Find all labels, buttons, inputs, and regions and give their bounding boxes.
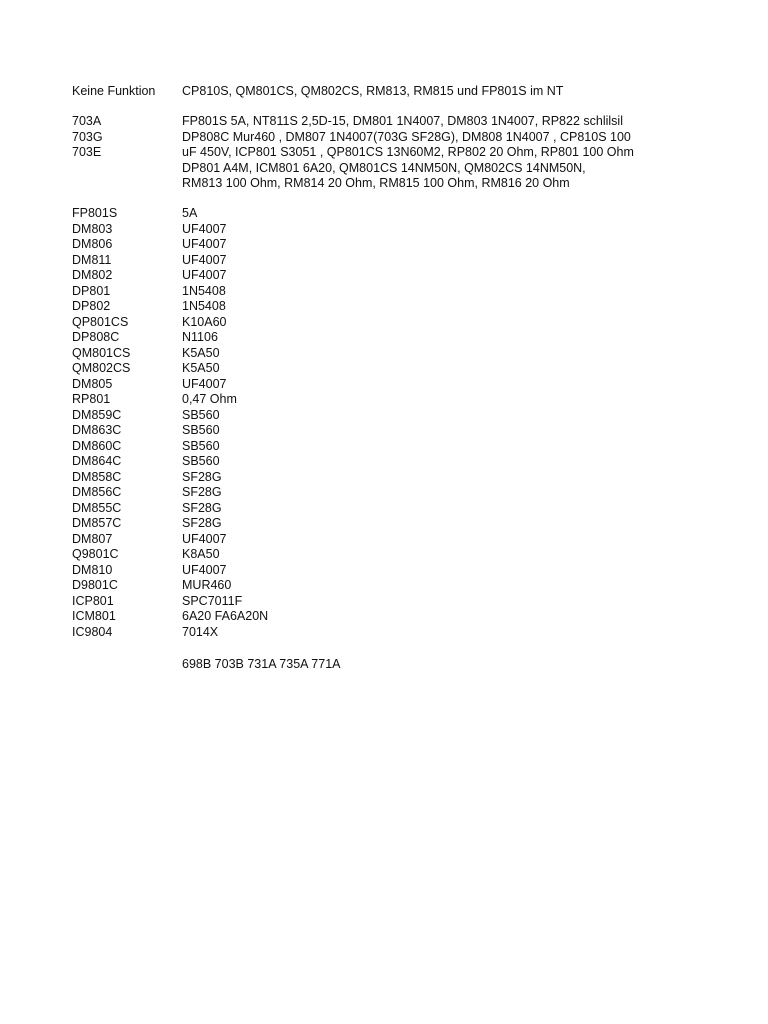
- part-value: SF28G: [182, 516, 222, 530]
- part-ref: DM811: [72, 252, 112, 267]
- model-text: DP801 A4M, ICM801 6A20, QM801CS 14NM50N, QM802CS 14NM50N,: [182, 160, 586, 175]
- part-ref: QM801CS: [72, 345, 131, 360]
- model-row: [72, 145, 634, 161]
- part-value: K8A50: [182, 547, 220, 561]
- part-value: K10A60: [182, 314, 227, 329]
- part-ref: DM810: [72, 562, 113, 577]
- part-ref: DM863C: [72, 423, 122, 437]
- part-value: UF4007: [182, 376, 227, 391]
- part-value: K5A50: [182, 345, 220, 360]
- part-row: [72, 625, 268, 641]
- part-value: UF4007: [182, 268, 227, 282]
- part-value: MUR460: [182, 578, 232, 592]
- part-ref: D9801C: [72, 578, 118, 592]
- model-text: uF 450V, ICP801 S3051 , QP801CS 13N60M2, RP802 20 Ohm, RP801 100 Ohm: [182, 145, 634, 159]
- model-label: 703E: [72, 145, 102, 159]
- model-list-footer: 698B 703B 731A 735A 771A: [182, 657, 341, 671]
- part-row: [72, 609, 268, 625]
- part-value: 7014X: [182, 624, 219, 639]
- part-row: [72, 284, 268, 300]
- part-value: SB560: [182, 454, 220, 468]
- part-row: [72, 237, 268, 253]
- part-ref: DP802: [72, 299, 111, 313]
- part-ref: QM802CS: [72, 361, 131, 375]
- header-label: Keine Funktion: [72, 84, 156, 98]
- part-ref: DM859C: [72, 407, 122, 422]
- part-row: [72, 563, 268, 579]
- part-ref: DM857C: [72, 516, 122, 530]
- part-ref: DM864C: [72, 454, 122, 468]
- part-ref: QP801CS: [72, 314, 129, 329]
- part-ref: DP801: [72, 283, 111, 298]
- part-value: K5A50: [182, 361, 220, 375]
- model-text: DP808C Mur460 , DM807 1N4007(703G SF28G), DM808 1N4007 , CP810S 100: [182, 129, 631, 144]
- part-row: [72, 253, 268, 269]
- part-ref: DM806: [72, 237, 113, 251]
- part-value: 1N5408: [182, 283, 226, 298]
- model-row: [72, 130, 634, 146]
- part-ref: IC9804: [72, 624, 113, 639]
- part-row: [72, 206, 268, 222]
- parts-list: [72, 206, 268, 640]
- part-row: [72, 594, 268, 610]
- model-label: [72, 161, 182, 177]
- part-row: [72, 330, 268, 346]
- part-value: UF4007: [182, 237, 227, 251]
- part-ref: DM807: [72, 531, 113, 546]
- model-label: 703G: [72, 129, 103, 144]
- part-value: UF4007: [182, 221, 227, 236]
- model-row: [72, 176, 634, 192]
- part-value: SF28G: [182, 500, 222, 515]
- part-value: SPC7011F: [182, 593, 243, 608]
- part-value: SB560: [182, 407, 220, 422]
- part-ref: DM858C: [72, 469, 122, 484]
- part-ref: Q9801C: [72, 547, 119, 561]
- part-value: UF4007: [182, 531, 227, 546]
- part-row: [72, 501, 268, 517]
- part-row: [72, 268, 268, 284]
- part-row: [72, 377, 268, 393]
- part-row: [72, 485, 268, 501]
- part-value: 6A20 FA6A20N: [182, 609, 269, 623]
- part-value: N1106: [182, 330, 218, 344]
- part-row: [72, 439, 268, 455]
- part-value: UF4007: [182, 252, 227, 267]
- header-row: [72, 84, 563, 100]
- model-notes-block: [72, 114, 634, 192]
- part-ref: DM855C: [72, 500, 122, 515]
- part-value: SB560: [182, 438, 220, 453]
- part-ref: DM856C: [72, 485, 122, 499]
- part-row: [72, 578, 268, 594]
- part-value: 0,47 Ohm: [182, 392, 237, 406]
- part-ref: DM803: [72, 221, 113, 236]
- part-row: [72, 392, 268, 408]
- part-row: [72, 299, 268, 315]
- part-ref: DM860C: [72, 438, 122, 453]
- part-row: [72, 408, 268, 424]
- model-row: [72, 114, 634, 130]
- model-label: [72, 176, 182, 192]
- part-row: [72, 532, 268, 548]
- model-text: FP801S 5A, NT811S 2,5D-15, DM801 1N4007, DM803 1N4007, RP822 schlilsil: [182, 114, 623, 128]
- part-row: [72, 423, 268, 439]
- part-row: [72, 346, 268, 362]
- header-text: CP810S, QM801CS, QM802CS, RM813, RM815 und FP801S im NT: [182, 84, 564, 98]
- part-value: SF28G: [182, 469, 222, 484]
- part-row: [72, 470, 268, 486]
- part-row: [72, 361, 268, 377]
- part-row: [72, 315, 268, 331]
- part-ref: RP801: [72, 392, 111, 406]
- part-value: SB560: [182, 423, 220, 437]
- part-row: [72, 222, 268, 238]
- part-value: UF4007: [182, 562, 227, 577]
- model-label: 703A: [72, 114, 102, 128]
- part-ref: DM802: [72, 268, 113, 282]
- model-row: [72, 161, 634, 177]
- part-ref: ICP801: [72, 593, 114, 608]
- part-ref: ICM801: [72, 609, 116, 623]
- part-value: 5A: [182, 206, 198, 220]
- part-value: SF28G: [182, 485, 222, 499]
- part-row: [72, 547, 268, 563]
- model-text: RM813 100 Ohm, RM814 20 Ohm, RM815 100 Ohm, RM816 20 Ohm: [182, 176, 570, 190]
- part-value: 1N5408: [182, 299, 226, 313]
- part-ref: FP801S: [72, 206, 118, 220]
- part-ref: DM805: [72, 376, 113, 391]
- part-row: [72, 516, 268, 532]
- part-ref: DP808C: [72, 330, 120, 344]
- part-row: [72, 454, 268, 470]
